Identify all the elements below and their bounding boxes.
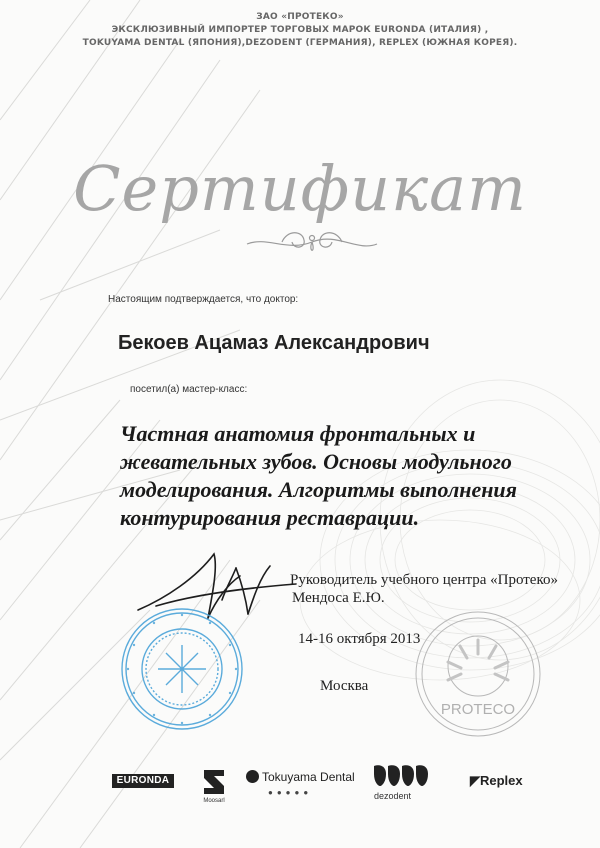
- moosarl-logo: [200, 768, 228, 804]
- round-blue-stamp: [118, 605, 246, 733]
- event-date: 14-16 октября 2013: [298, 631, 421, 647]
- course-line: моделирования. Алгоритмы выполнения: [120, 477, 517, 502]
- course-line: Частная анатомия фронтальных и: [120, 421, 476, 446]
- replex-logo: [470, 773, 523, 789]
- attended-text: посетил(а) мастер-класс:: [130, 384, 248, 395]
- seal-label: PROTECO: [440, 701, 516, 718]
- replex-label: Replex: [480, 773, 523, 788]
- floral-flourish-icon: [242, 226, 382, 258]
- euronda-logo: EURONDA: [112, 774, 174, 788]
- header-importer-line: ЭКСКЛЮЗИВНЫЙ ИМПОРТЕР ТОРГОВЫХ МАРОК EURONDA (ИТАЛИЯ) ,: [111, 25, 489, 35]
- confirm-text: Настоящим подтверждается, что доктор:: [108, 294, 299, 305]
- signer-name: Мендоса Е.Ю.: [292, 590, 385, 606]
- moosarl-label: Moosarl: [203, 798, 225, 804]
- header-company: ЗАО «ПРОТЕКО»: [256, 12, 344, 22]
- header-brands-line: TOKUYAMA DENTAL (ЯПОНИЯ),DEZODENT (ГЕРМАНИЯ), REPLEX (ЮЖНАЯ КОРЕЯ).: [82, 38, 518, 48]
- course-title: [120, 420, 580, 532]
- certificate-title: Сертификат: [73, 152, 527, 225]
- recipient-name: Бекоев Ацамаз Александрович: [118, 332, 430, 354]
- course-line: контурирования реставрации.: [120, 505, 420, 530]
- proteco-seal-icon: [412, 608, 544, 740]
- signer-title: Руководитель учебного центра «Протеко»: [290, 572, 558, 588]
- dezodent-teeth-icon: [370, 764, 430, 788]
- dezodent-label: dezodent: [374, 791, 412, 801]
- event-city: Москва: [320, 678, 369, 694]
- course-line: жевательных зубов. Основы модульного: [120, 449, 512, 474]
- tokuyama-logo: [246, 770, 355, 784]
- tokuyama-label: Tokuyama Dental: [262, 770, 355, 784]
- replex-mark-icon: ◤: [470, 773, 480, 788]
- tokuyama-dots: ●●●●●: [268, 788, 313, 797]
- tokuyama-mark-icon: [246, 770, 259, 783]
